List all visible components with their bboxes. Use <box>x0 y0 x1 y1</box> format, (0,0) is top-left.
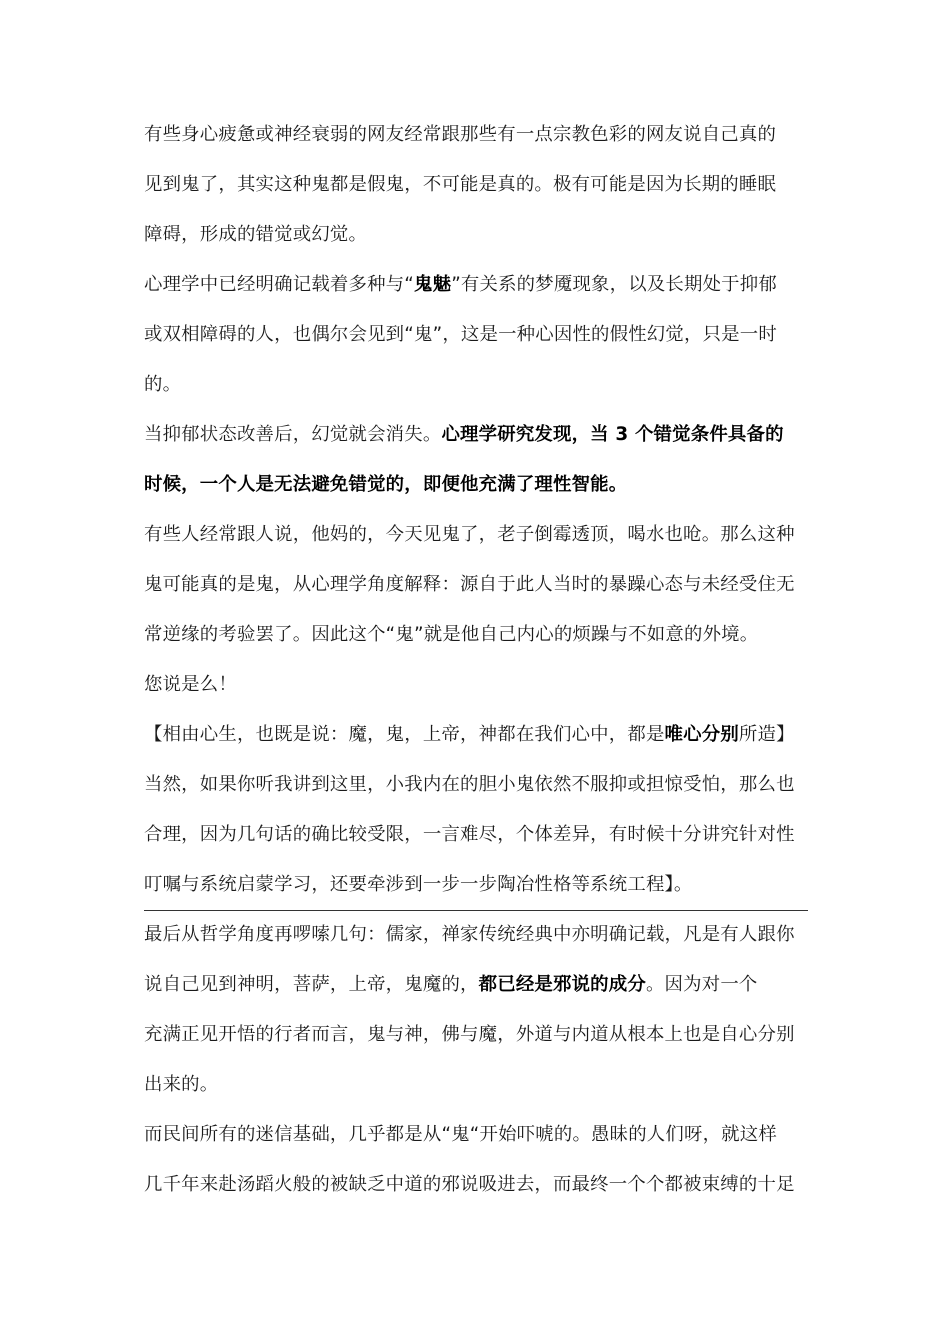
paragraph <box>144 710 808 910</box>
text-run: 充满正见开悟的行者而言，鬼与神，佛与魔，外道与内道从根本上也是自心分别 <box>144 1024 795 1045</box>
text-run: 出来的。 <box>144 1074 219 1095</box>
text-line <box>144 410 808 460</box>
text-line <box>144 710 808 760</box>
text-line <box>144 610 808 660</box>
paragraph <box>144 410 808 510</box>
paragraph <box>144 110 808 260</box>
text-run: 而民间所有的迷信基础，几乎都是从“鬼“开始吓唬的。愚昧的人们呀，就这样 <box>144 1124 777 1145</box>
paragraph <box>144 910 808 1110</box>
text-run: 有些身心疲惫或神经衰弱的网友经常跟那些有一点宗教色彩的网友说自己真的 <box>144 124 777 145</box>
text-line <box>144 110 808 160</box>
text-run: 障碍，形成的错觉或幻觉。 <box>144 224 368 245</box>
text-run: 几千年来赴汤蹈火般的被缺乏中道的邪说吸进去，而最终一个个都被束缚的十足 <box>144 1174 795 1195</box>
document-body <box>144 110 808 1210</box>
text-line <box>144 810 808 860</box>
bold-text: 都已经是邪说的成分 <box>478 974 646 995</box>
text-run: 常逆缘的考验罢了。因此这个“鬼”就是他自己内心的烦躁与不如意的外境。 <box>144 624 759 645</box>
text-line <box>144 660 808 710</box>
text-line <box>144 760 808 810</box>
text-run: 见到鬼了，其实这种鬼都是假鬼，不可能是真的。极有可能是因为长期的睡眠 <box>144 174 777 195</box>
text-line <box>144 960 808 1010</box>
text-line <box>144 1060 808 1110</box>
paragraph <box>144 510 808 710</box>
text-line <box>144 1110 808 1160</box>
text-run: 说自己见到神明，菩萨，上帝，鬼魔的， <box>144 974 479 995</box>
text-run: 所造】 <box>738 724 795 745</box>
text-line <box>144 210 808 260</box>
text-run: 。因为对一个 <box>645 974 758 995</box>
bold-text: 时候，一个人是无法避免错觉的，即便他充满了理性智能。 <box>144 474 628 495</box>
paragraph <box>144 1110 808 1210</box>
text-run: ”有关系的梦魇现象，以及长期处于抑郁 <box>451 274 777 295</box>
text-run: 或双相障碍的人，也偶尔会见到“鬼”，这是一种心因性的假性幻觉，只是一时 <box>144 324 777 345</box>
text-line <box>144 1010 808 1060</box>
text-line <box>144 510 808 560</box>
text-run: 当然，如果你听我讲到这里，小我内在的胆小鬼依然不服抑或担惊受怕，那么也 <box>144 774 795 795</box>
text-run: 的。 <box>144 374 182 395</box>
bold-text: 鬼魅 <box>414 274 452 295</box>
text-run: 鬼可能真的是鬼，从心理学角度解释：源自于此人当时的暴躁心态与未经受住无 <box>144 574 795 595</box>
text-line <box>144 1160 808 1210</box>
horizontal-divider <box>144 910 808 911</box>
text-line <box>144 360 808 410</box>
text-run: 最后从哲学角度再啰嗦几句：儒家，禅家传统经典中亦明确记载，凡是有人跟你 <box>144 924 795 945</box>
text-run: 有些人经常跟人说，他妈的，今天见鬼了，老子倒霉透顶，喝水也呛。那么这种 <box>144 524 795 545</box>
text-line <box>144 860 808 910</box>
text-run: 叮嘱与系统启蒙学习，还要牵涉到一步一步陶冶性格等系统工程】。 <box>144 874 693 895</box>
text-line <box>144 260 808 310</box>
bold-text: 心理学研究发现，当 3 个错觉条件具备的 <box>441 424 784 445</box>
bold-text: 唯心分别 <box>664 724 739 745</box>
paragraph <box>144 260 808 410</box>
text-line <box>144 460 808 510</box>
text-run: 当抑郁状态改善后，幻觉就会消失。 <box>144 424 442 445</box>
text-run: 您说是么！ <box>144 674 237 695</box>
text-line <box>144 310 808 360</box>
text-run: 心理学中已经明确记载着多种与“ <box>144 274 414 295</box>
text-line <box>144 560 808 610</box>
text-line <box>144 910 808 960</box>
text-run: 【相由心生，也既是说：魔，鬼，上帝，神都在我们心中，都是 <box>144 724 665 745</box>
text-run: 合理，因为几句话的确比较受限，一言难尽，个体差异，有时候十分讲究针对性 <box>144 824 795 845</box>
text-line <box>144 160 808 210</box>
